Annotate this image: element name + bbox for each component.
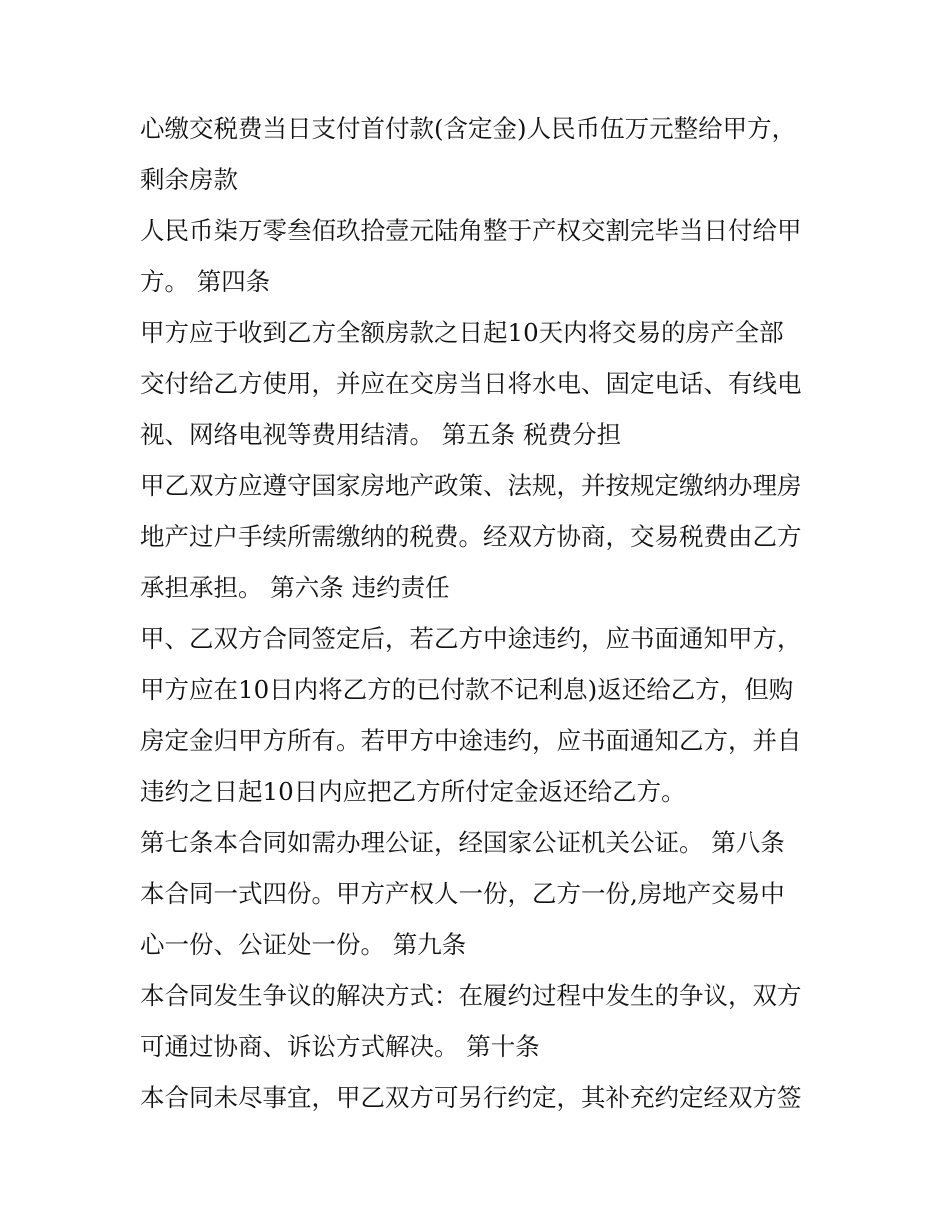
text-line: 违约之日起10日内应把乙方所付定金返还给乙方。 <box>140 777 686 806</box>
text-line: 心一份、公证处一份。 第九条 <box>140 930 467 959</box>
text-line: 人民币柒万零叁佰玖拾壹元陆角整于产权交割完毕当日付给甲 <box>140 216 802 245</box>
text-line: 视、网络电视等费用结清。 第五条 税费分担 <box>140 420 622 449</box>
text-line: 承担承担。 第六条 违约责任 <box>140 573 450 602</box>
text-line: 地产过户手续所需缴纳的税费。经双方协商，交易税费由乙方 <box>140 522 802 551</box>
text-line: 本合同发生争议的解决方式：在履约过程中发生的争议，双方 <box>140 981 802 1010</box>
text-line: 甲方应在10日内将乙方的已付款不记利息)返还给乙方，但购 <box>140 675 794 704</box>
text-line: 可通过协商、诉讼方式解决。 第十条 <box>140 1032 540 1061</box>
text-line: 本合同未尽事宜，甲乙双方可另行约定，其补充约定经双方签 <box>140 1083 802 1112</box>
text-line: 本合同一式四份。甲方产权人一份，乙方一份,房地产交易中 <box>140 879 785 908</box>
text-line: 第七条本合同如需办理公证，经国家公证机关公证。 第八条 <box>140 828 785 857</box>
text-line: 交付给乙方使用，并应在交房当日将水电、固定电话、有线电 <box>140 369 802 398</box>
text-line: 甲、乙双方合同签定后，若乙方中途违约，应书面通知甲方， <box>140 624 802 653</box>
text-line: 剩余房款 <box>140 165 238 194</box>
text-line: 房定金归甲方所有。若甲方中途违约，应书面通知乙方，并自 <box>140 726 802 755</box>
text-line: 心缴交税费当日支付首付款(含定金)人民币伍万元整给甲方， <box>140 114 797 143</box>
text-line: 方。 第四条 <box>140 267 271 296</box>
text-line: 甲乙双方应遵守国家房地产政策、法规，并按规定缴纳办理房 <box>140 471 802 500</box>
text-line: 甲方应于收到乙方全额房款之日起10天内将交易的房产全部 <box>140 318 784 347</box>
